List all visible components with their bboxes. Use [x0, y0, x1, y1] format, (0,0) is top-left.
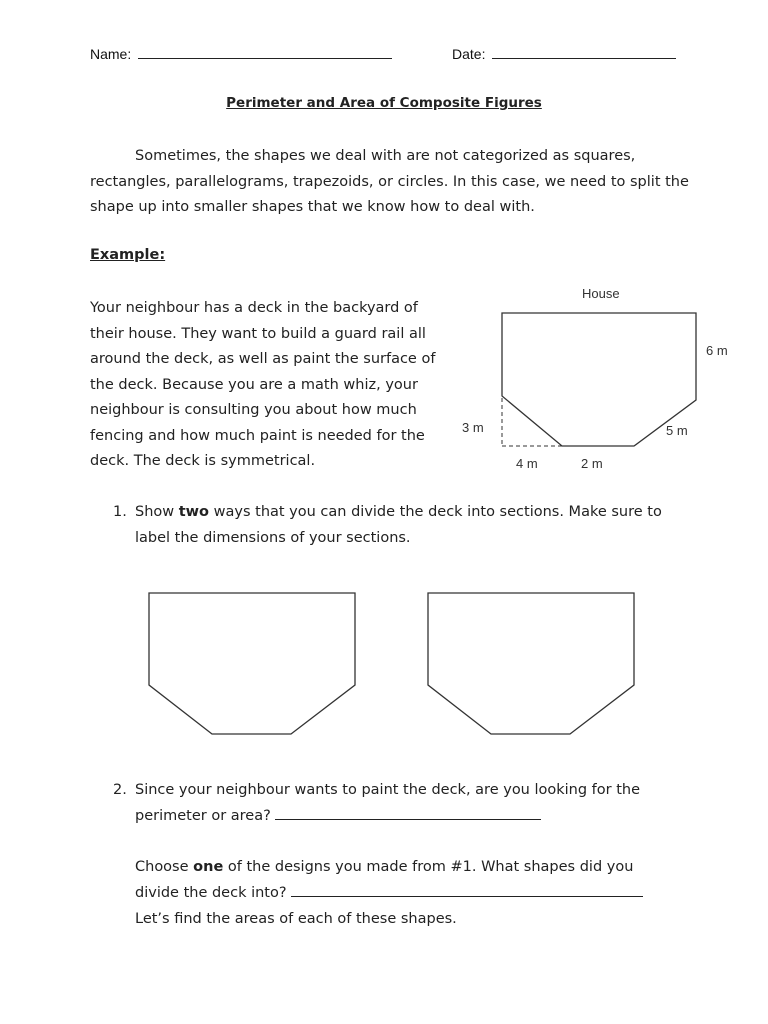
deck-outline-blank-1[interactable]: [145, 590, 360, 740]
worksheet-title: Perimeter and Area of Composite Figures: [226, 95, 542, 111]
answer-blank-perimeter-area[interactable]: [275, 805, 541, 820]
name-blank[interactable]: [138, 46, 392, 59]
deck-outline-blank-2[interactable]: [424, 590, 639, 740]
question-2: [113, 777, 693, 937]
intro-paragraph: [90, 144, 690, 221]
question-1-text: Show two ways that you can divide the deck into sections. Make sure to label the dimensions of your sections.: [135, 504, 662, 546]
question-2-body: [135, 777, 675, 932]
diagonal-label: 5 m: [666, 423, 688, 438]
question-1-number: 1.: [113, 504, 127, 520]
date-field: [452, 46, 676, 62]
date-blank[interactable]: [492, 46, 676, 59]
question-2-number: 2.: [113, 782, 127, 798]
intro-text: Sometimes, the shapes we deal with are not categorized as squares, rectangles, parallelograms, trapezoids, or circles. In this case, we need to split the shape up into smaller shapes that we know how to deal with.: [90, 148, 689, 215]
answer-blank-shapes[interactable]: [291, 882, 643, 897]
name-field: [90, 46, 392, 62]
base-offset-label: 4 m: [516, 456, 538, 471]
side-label: 6 m: [706, 343, 728, 358]
height-label: 3 m: [462, 420, 484, 435]
date-label: Date:: [452, 46, 486, 62]
example-text: Your neighbour has a deck in the backyard of their house. They want to build a guard rail all around the deck, as well as paint the surface of the deck. Because you are a math whiz, your neighbour is consulting you about how much fencing and how much paint is needed for the deck. The deck is symmetrical.: [90, 300, 436, 469]
question-2-closing: Let’s find the areas of each of these shapes.: [135, 911, 457, 927]
deck-figure: [450, 280, 750, 475]
example-heading: Example:: [90, 247, 166, 263]
question-2-prompt: Since your neighbour wants to paint the deck, are you looking for the perimeter or area?: [135, 782, 641, 824]
question-1: [113, 499, 673, 559]
house-label: House: [582, 286, 620, 301]
question-2-followup: Choose one of the designs you made from #1. What shapes did you divide the deck into?: [135, 854, 675, 906]
bottom-label: 2 m: [581, 456, 603, 471]
name-label: Name:: [90, 46, 132, 62]
